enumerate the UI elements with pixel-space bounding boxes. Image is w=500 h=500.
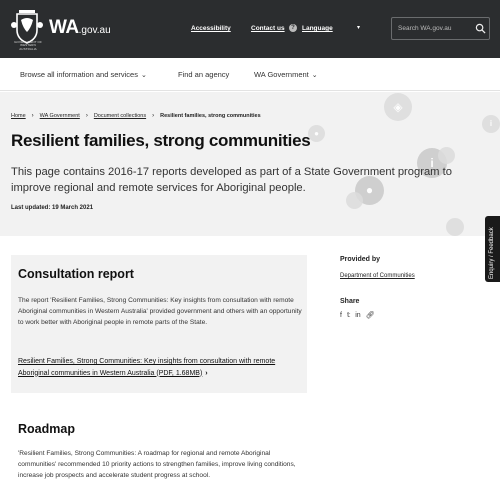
- chevron-down-icon: ⌄: [140, 72, 147, 79]
- page-title: Resilient families, strong communities: [11, 131, 311, 150]
- brand-main: WA: [49, 17, 79, 38]
- chevron-down-icon: ⌄: [311, 72, 318, 79]
- chevron-right-icon: ›: [85, 113, 88, 119]
- main-navigation: [0, 58, 500, 91]
- page-hero: [0, 92, 500, 236]
- accessibility-link[interactable]: Accessibility: [191, 25, 231, 32]
- provider-link[interactable]: Department of Communities: [340, 273, 415, 279]
- feedback-tab-label: Enquiry / Feedback: [489, 227, 495, 279]
- chevron-right-icon: ›: [31, 113, 34, 119]
- nav-find-agency[interactable]: [178, 70, 229, 79]
- facebook-icon[interactable]: f: [340, 312, 342, 319]
- nav-wa-government[interactable]: [254, 70, 318, 79]
- search-icon[interactable]: [475, 23, 486, 34]
- globe-icon: ?: [289, 24, 297, 32]
- language-selector[interactable]: Language: [302, 25, 333, 32]
- brand-sub: .gov.au: [78, 25, 111, 36]
- language-caret-icon[interactable]: ▾: [357, 25, 361, 31]
- provided-by-label: Provided by: [340, 256, 381, 263]
- nav-browse-all[interactable]: [20, 70, 147, 79]
- breadcrumb-document-collections[interactable]: Document collections: [93, 113, 147, 119]
- last-updated: Last updated: 19 March 2021: [11, 205, 94, 211]
- linkedin-icon[interactable]: in: [355, 312, 361, 319]
- decorative-bubble-icon: [438, 147, 455, 164]
- chevron-right-icon: ›: [152, 113, 155, 119]
- consultation-heading: Consultation report: [18, 267, 134, 281]
- decorative-person-icon: ●: [355, 176, 384, 205]
- share-label: Share: [340, 298, 360, 305]
- search-input[interactable]: Search WA.gov.au: [398, 25, 452, 32]
- decorative-bubble-icon: [446, 218, 464, 236]
- twitter-icon[interactable]: 𝕥: [346, 312, 351, 319]
- consultation-report-card: [11, 255, 307, 393]
- breadcrumb-home[interactable]: Home: [11, 113, 26, 119]
- contact-us-link[interactable]: Contact us: [251, 25, 285, 32]
- decorative-bubble-icon: i: [482, 115, 500, 133]
- chevron-right-icon: ›: [205, 369, 208, 377]
- link-icon[interactable]: 🔗︎: [365, 312, 375, 319]
- breadcrumb: [11, 113, 261, 119]
- site-header: [0, 0, 500, 58]
- consultation-description: The report 'Resilient Families, Strong Communities: Key insights from consultation with remote Aboriginal communities in Western Australia' provided government and others with an opportunity to work better with Aboriginal people in remote parts of the State.: [18, 297, 302, 326]
- decorative-info-icon: i: [417, 148, 447, 178]
- nav-browse-all-label: Browse all information and services: [20, 70, 138, 79]
- page-intro: This page contains 2016-17 reports developed as part of a State Government program to improve regional and remote services for Aboriginal people.: [11, 166, 452, 194]
- roadmap-heading: Roadmap: [18, 422, 75, 436]
- consultation-document-link[interactable]: [18, 356, 303, 379]
- decorative-layers-icon: ◈: [384, 93, 412, 121]
- breadcrumb-current: Resilient families, strong communities: [160, 113, 261, 119]
- enquiry-feedback-tab[interactable]: [485, 216, 500, 282]
- breadcrumb-wa-government[interactable]: WA Government: [39, 113, 80, 119]
- site-logo[interactable]: [49, 17, 111, 39]
- roadmap-description: 'Resilient Families, Strong Communities: A roadmap for regional and remote Aboriginal communities' recommended 10 priority actions to strengthen families, improve living conditions, increase job prospects and accelerate student progress at school.: [18, 450, 296, 479]
- search-box[interactable]: [391, 17, 490, 40]
- consultation-document-link-text: Resilient Families, Strong Communities: Key insights from consultation with remote Aboriginal communities in Western Australia (PDF, 1.68MB): [18, 358, 276, 377]
- nav-wa-government-label: WA Government: [254, 70, 309, 79]
- crest-caption: GOVERNMENT OF WESTERN AUSTRALIA: [14, 40, 42, 51]
- share-icons: [340, 311, 380, 319]
- nav-find-agency-label: Find an agency: [178, 70, 230, 79]
- decorative-person-icon: ●: [308, 125, 325, 142]
